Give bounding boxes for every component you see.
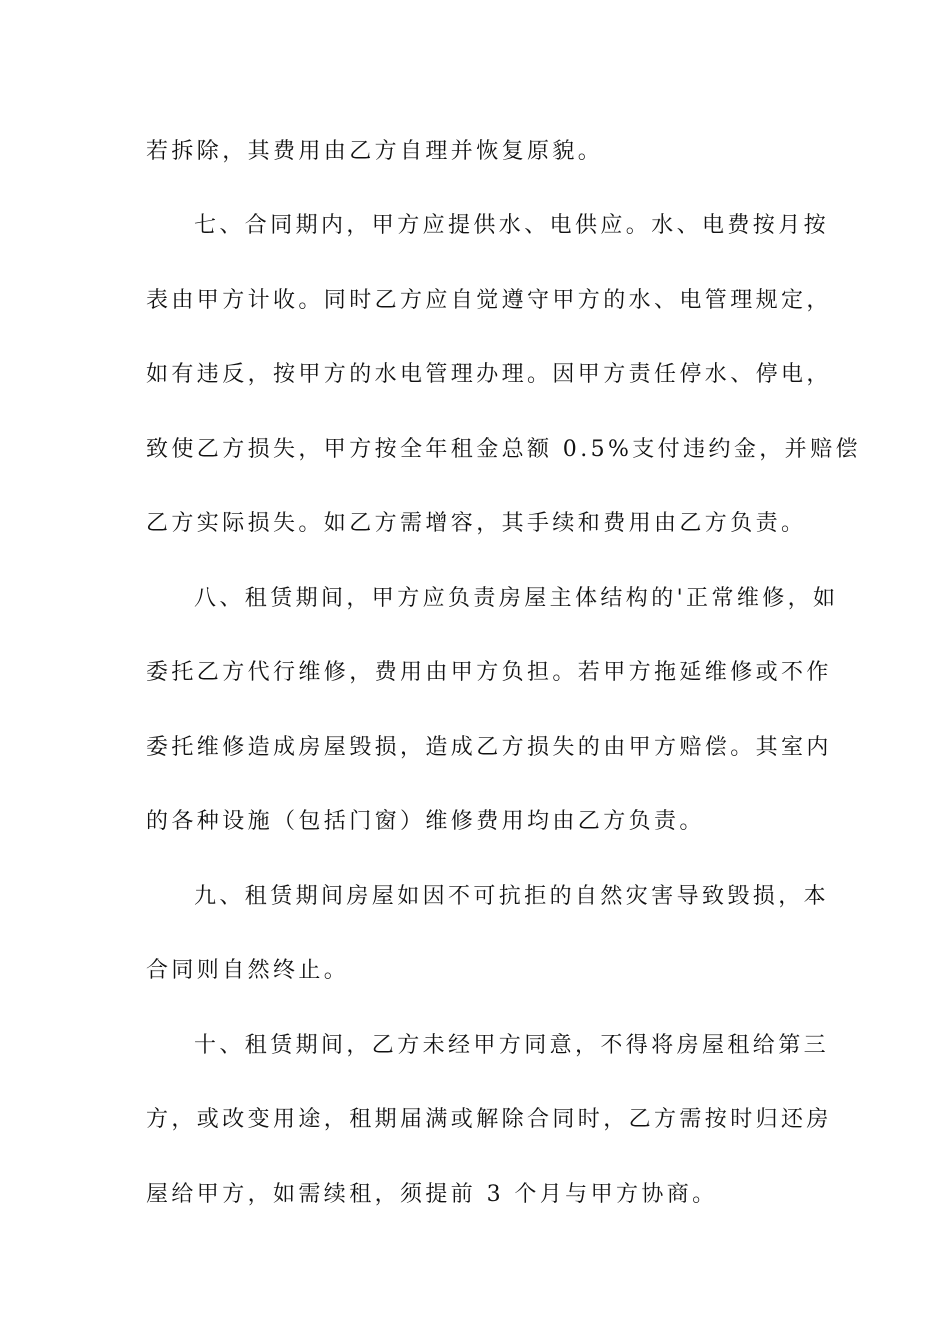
text-line: 合同则自然终止。 (146, 958, 350, 983)
text-line: 如有违反，按甲方的水电管理办理。因甲方责任停水、停电， (146, 362, 832, 387)
text-line: 十、租赁期间，乙方未经甲方同意，不得将房屋租给第三 (194, 1033, 830, 1058)
text-line: 九、租赁期间房屋如因不可抗拒的自然灾害导致毁损，本 (194, 884, 830, 909)
text-line: 委托维修造成房屋毁损，造成乙方损失的由甲方赔偿。其室内 (146, 735, 832, 760)
text-line: 的各种设施（包括门窗）维修费用均由乙方负责。 (146, 809, 705, 834)
text-line: 致使乙方损失，甲方按全年租金总额 0.5%支付违约金，并赔偿 (146, 437, 861, 462)
text-line: 表由甲方计收。同时乙方应自觉遵守甲方的水、电管理规定， (146, 288, 832, 313)
text-line: 方，或改变用途，租期届满或解除合同时，乙方需按时归还房 (146, 1107, 832, 1132)
text-line: 乙方实际损失。如乙方需增容，其手续和费用由乙方负责。 (146, 511, 807, 536)
text-line: 屋给甲方，如需续租，须提前 3 个月与甲方协商。 (146, 1182, 718, 1207)
text-line: 若拆除，其费用由乙方自理并恢复原貌。 (146, 139, 604, 164)
text-line: 七、合同期内，甲方应提供水、电供应。水、电费按月按 (194, 213, 830, 238)
text-line: 八、租赁期间，甲方应负责房屋主体结构的'正常维修，如 (194, 586, 839, 611)
text-line: 委托乙方代行维修，费用由甲方负担。若甲方拖延维修或不作 (146, 660, 832, 685)
